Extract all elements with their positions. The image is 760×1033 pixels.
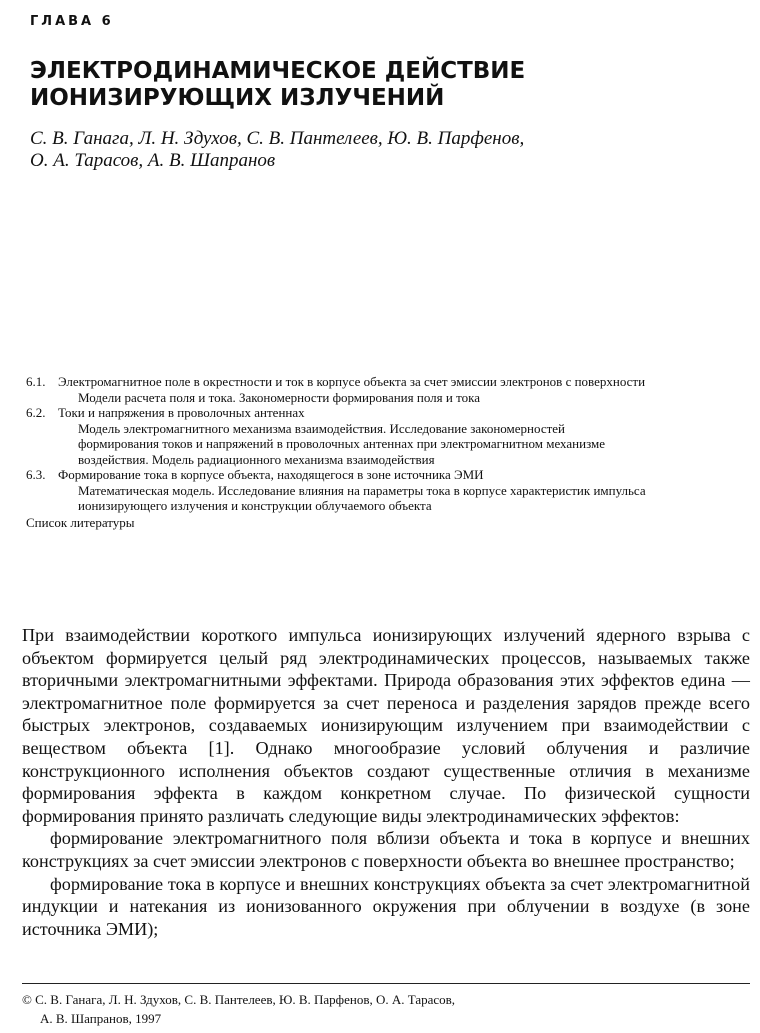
chapter-title-line-1: ЭЛЕКТРОДИНАМИЧЕСКОЕ ДЕЙСТВИЕ — [30, 58, 526, 84]
toc-subtitle: Модель электромагнитного механизма взаимодействия. Исследование закономерностей формирования токов и напряжений в проволочных антеннах при электромагнитном механизме воздействия. Модель радиационного механизма взаимодействия — [78, 420, 606, 467]
toc-subtitle: Модели расчета поля и тока. Закономерности формирования поля и тока — [78, 389, 480, 405]
table-of-contents — [26, 374, 646, 530]
toc-title: Электромагнитное поле в окрестности и ток в корпусе объекта за счет эмиссии электронов с поверхности — [58, 374, 646, 389]
chapter-title-line-2: ИОНИЗИРУЮЩИХ ИЗЛУЧЕНИЙ — [30, 85, 445, 111]
copyright-footnote — [22, 990, 722, 1028]
toc-entry — [26, 405, 646, 421]
paragraph-effect-1: формирование электромагнитного поля вблизи объекта и тока в корпусе и внешних конструкциях за счет эмиссии электронов с поверхности объекта во внешнее пространство; — [22, 828, 750, 871]
chapter-title — [30, 58, 525, 112]
toc-number: 6.2. — [26, 405, 46, 420]
toc-title: Токи и напряжения в проволочных антеннах — [58, 405, 305, 420]
toc-entry — [26, 467, 646, 483]
authors — [30, 128, 524, 172]
toc-section — [26, 467, 646, 514]
copyright-line-2: А. В. Шапранов, 1997 — [40, 1011, 162, 1026]
toc-subtitle: Математическая модель. Исследование влияния на параметры тока в корпусе характеристик импульса ионизирующего излучения и конструкции облучаемого объекта — [78, 482, 646, 513]
main-text — [22, 624, 750, 940]
chapter-label: ГЛАВА 6 — [30, 14, 114, 29]
authors-line-2: О. А. Тарасов, А. В. Шапранов — [30, 150, 276, 171]
toc-section — [26, 374, 646, 405]
toc-section — [26, 405, 646, 467]
toc-number: 6.1. — [26, 374, 46, 389]
toc-title: Формирование тока в корпусе объекта, находящегося в зоне источника ЭМИ — [58, 467, 484, 482]
authors-line-1: С. В. Ганага, Л. Н. Здухов, С. В. Пантелеев, Ю. В. Парфенов, — [30, 128, 525, 149]
toc-entry — [26, 374, 646, 390]
toc-number: 6.3. — [26, 467, 46, 482]
paragraph-intro: При взаимодействии короткого импульса ионизирующих излучений ядерного взрыва с объектом формируется целый ряд электродинамических процессов, называемых также вторичными электромагнитными эффектами. Природа образования этих эффектов едина — электромагнитное поле формируется за счет переноса и разделения зарядов прежде всего быстрых электронов, создаваемых ионизирующим излучением при взаимодействии с веществом объекта [1]. Однако многообразие условий облучения и различие конструкционного исполнения объектов создают существенные отличия в механизме формирования эффекта в каждом конкретном случае. По физической сущности формирования принято различать следующие виды электродинамических эффектов: — [22, 625, 750, 826]
paragraph-effect-2: формирование тока в корпусе и внешних конструкциях объекта за счет электромагнитной индукции и натекания из ионизованного окружения при облучении в воздухе (в зоне источника ЭМИ); — [22, 873, 750, 939]
footnote-divider — [22, 983, 750, 984]
copyright-line-1: © С. В. Ганага, Л. Н. Здухов, С. В. Пантелеев, Ю. В. Парфенов, О. А. Тарасов, — [22, 992, 456, 1007]
toc-literature: Список литературы — [26, 514, 135, 530]
